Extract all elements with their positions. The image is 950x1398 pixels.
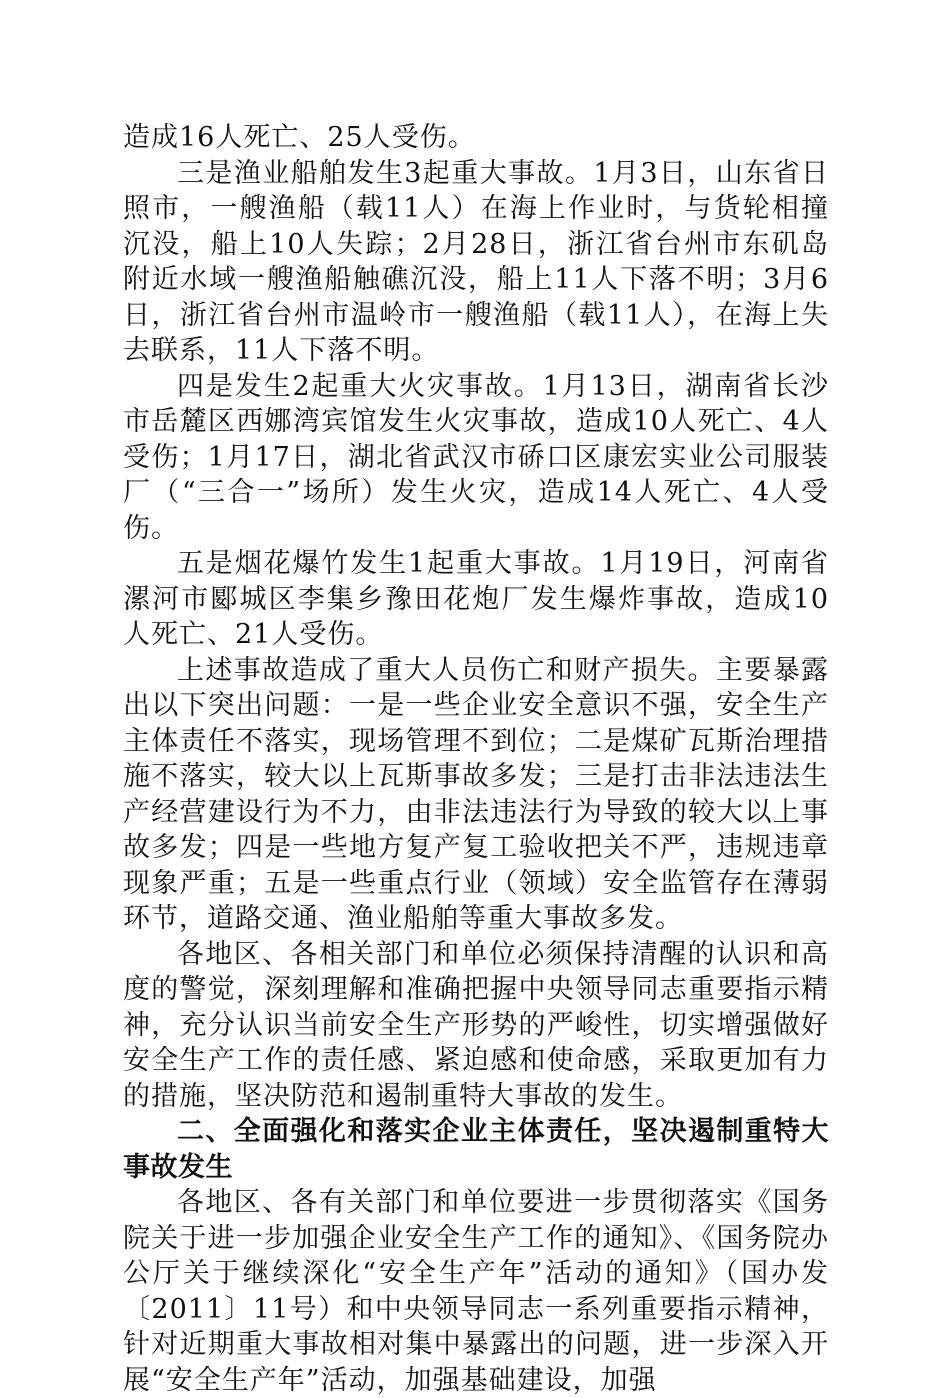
paragraph-continuation: 造成16人死亡、25人受伤。 bbox=[123, 122, 476, 153]
paragraph-problems-summary: 上述事故造成了重大人员伤亡和财产损失。主要暴露出以下突出问题：一是一些企业安全意识不强，安全生产主体责任不落实，现场管理不到位；二是煤矿瓦斯治理措施不落实，较大以上瓦斯事故多发；三是打击非法违法生产经营建设行为不力，由非法违法行为导致的较大以上事故多发；四是一些地方复产复工验收把关不严，违规违章现象严重；五是一些重点行业（领域）安全监管存在薄弱环节，道路交通、渔业船舶等重大事故多发。 bbox=[123, 654, 829, 934]
paragraph-fishing-vessel-accidents: 三是渔业船舶发生3起重大事故。1月3日，山东省日照市，一艘渔船（载11人）在海上作业时，与货轮相撞沉没，船上10人失踪；2月28日，浙江省台州市东矶岛附近水域一艘渔船触礁沉没，船上11人下落不明；3月6日，浙江省台州市温岭市一艘渔船（载11人），在海上失去联系，11人下落不明。 bbox=[123, 157, 829, 366]
paragraph-fire-accidents: 四是发生2起重大火灾事故。1月13日，湖南省长沙市岳麓区西娜湾宾馆发生火灾事故，造成10人死亡、4人受伤；1月17日，湖北省武汉市硚口区康宏实业公司服装厂（“三合一”场所）发生火灾，造成14人死亡、4人受伤。 bbox=[123, 370, 829, 544]
paragraph-implementation: 各地区、各有关部门和单位要进一步贯彻落实《国务院关于进一步加强企业安全生产工作的通知》、《国务院办公厅关于继续深化“安全生产年”活动的通知》（国办发〔2011〕11号）和中央领导同志一系列重要指示精神，针对近期重大事故相对集中暴露出的问题，进一步深入开展“安全生产年”活动，加强基础建设，加强 bbox=[123, 1187, 829, 1396]
section-heading-2: 二、全面强化和落实企业主体责任，坚决遏制重特大事故发生 bbox=[123, 1116, 829, 1183]
paragraph-fireworks-accident: 五是烟花爆竹发生1起重大事故。1月19日，河南省漯河市郾城区李集乡豫田花炮厂发生爆炸事故，造成10人死亡、21人受伤。 bbox=[123, 548, 829, 650]
paragraph-vigilance: 各地区、各相关部门和单位必须保持清醒的认识和高度的警觉，深刻理解和准确把握中央领导同志重要指示精神，充分认识当前安全生产形势的严峻性，切实增强做好安全生产工作的责任感、紧迫感和使命感，采取更加有力的措施，坚决防范和遏制重特大事故的发生。 bbox=[123, 938, 829, 1112]
document-body bbox=[123, 120, 829, 1398]
